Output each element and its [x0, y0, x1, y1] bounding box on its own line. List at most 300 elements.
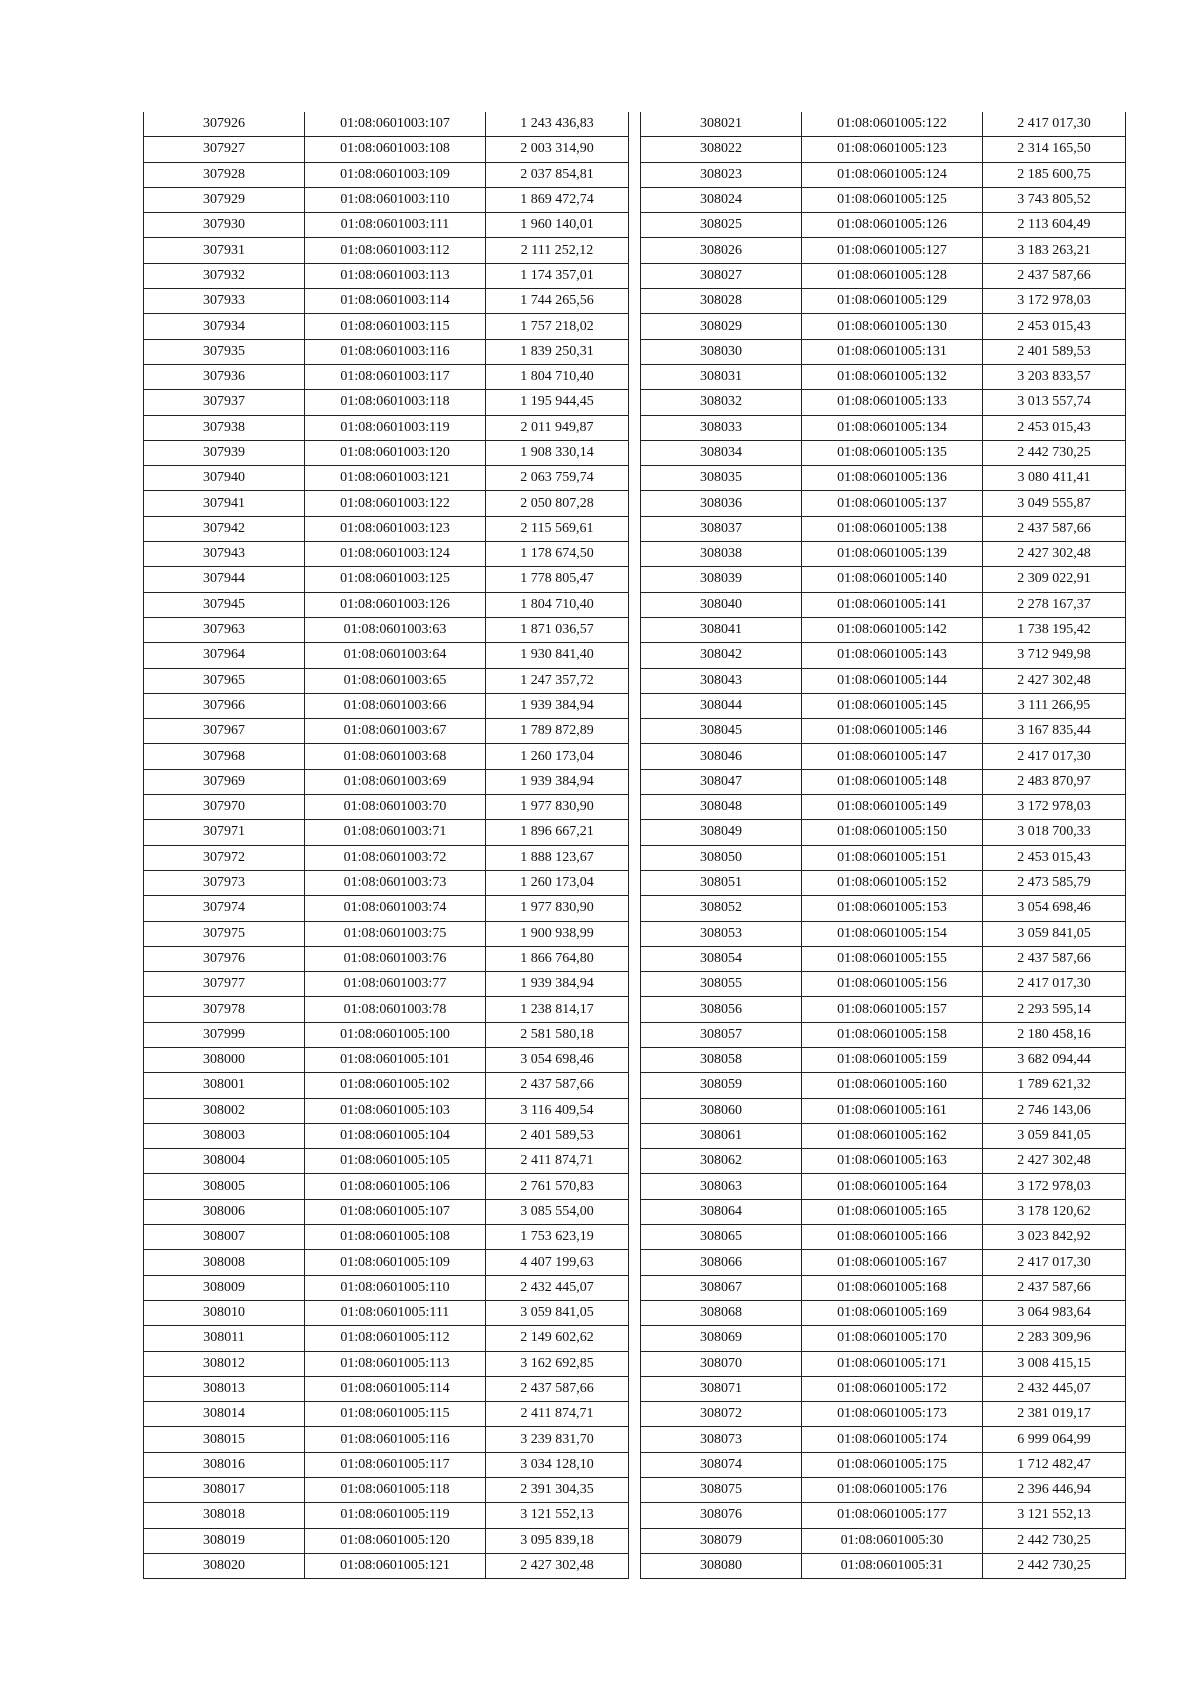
cadastral-number: 01:08:0601003:67	[305, 719, 486, 744]
cadastral-number: 01:08:0601005:121	[305, 1553, 486, 1578]
table-row	[641, 769, 1126, 794]
cadastral-table-right	[640, 112, 1126, 1579]
row-number: 308036	[641, 491, 802, 516]
cadastral-value: 1 753 623,19	[486, 1225, 629, 1250]
table-row	[144, 1427, 629, 1452]
cadastral-number: 01:08:0601005:159	[802, 1047, 983, 1072]
row-number: 307945	[144, 592, 305, 617]
row-number: 308018	[144, 1503, 305, 1528]
row-number: 308023	[641, 162, 802, 187]
cadastral-value: 1 839 250,31	[486, 339, 629, 364]
row-number: 308012	[144, 1351, 305, 1376]
table-row	[641, 997, 1126, 1022]
cadastral-number: 01:08:0601005:127	[802, 238, 983, 263]
cadastral-number: 01:08:0601005:128	[802, 263, 983, 288]
cadastral-value: 2 432 445,07	[983, 1376, 1126, 1401]
table-row	[144, 820, 629, 845]
cadastral-number: 01:08:0601005:143	[802, 643, 983, 668]
cadastral-value: 1 900 938,99	[486, 921, 629, 946]
cadastral-value: 1 778 805,47	[486, 567, 629, 592]
cadastral-number: 01:08:0601005:106	[305, 1174, 486, 1199]
table-row	[144, 390, 629, 415]
table-row	[144, 1478, 629, 1503]
row-number: 308005	[144, 1174, 305, 1199]
cadastral-value: 2 185 600,75	[983, 162, 1126, 187]
cadastral-number: 01:08:0601005:107	[305, 1199, 486, 1224]
cadastral-value: 3 121 552,13	[486, 1503, 629, 1528]
cadastral-value: 3 049 555,87	[983, 491, 1126, 516]
cadastral-number: 01:08:0601003:111	[305, 213, 486, 238]
cadastral-value: 1 757 218,02	[486, 314, 629, 339]
row-number: 308039	[641, 567, 802, 592]
row-number: 307939	[144, 440, 305, 465]
cadastral-value: 2 442 730,25	[983, 1553, 1126, 1578]
row-number: 308022	[641, 137, 802, 162]
table-row	[641, 238, 1126, 263]
row-number: 308051	[641, 870, 802, 895]
row-number: 307926	[144, 112, 305, 137]
cadastral-number: 01:08:0601003:122	[305, 491, 486, 516]
table-row	[641, 820, 1126, 845]
table-row	[641, 719, 1126, 744]
cadastral-value: 1 804 710,40	[486, 592, 629, 617]
table-row	[144, 592, 629, 617]
cadastral-value: 2 432 445,07	[486, 1275, 629, 1300]
cadastral-number: 01:08:0601005:105	[305, 1149, 486, 1174]
cadastral-number: 01:08:0601005:120	[305, 1528, 486, 1553]
cadastral-value: 1 804 710,40	[486, 364, 629, 389]
cadastral-value: 2 437 587,66	[983, 516, 1126, 541]
row-number: 308074	[641, 1452, 802, 1477]
table-row	[641, 1225, 1126, 1250]
row-number: 308008	[144, 1250, 305, 1275]
row-number: 308009	[144, 1275, 305, 1300]
cadastral-number: 01:08:0601005:135	[802, 440, 983, 465]
row-number: 308048	[641, 795, 802, 820]
cadastral-value: 2 113 604,49	[983, 213, 1126, 238]
cadastral-number: 01:08:0601003:70	[305, 795, 486, 820]
cadastral-number: 01:08:0601005:149	[802, 795, 983, 820]
cadastral-value: 2 417 017,30	[983, 112, 1126, 137]
row-number: 308064	[641, 1199, 802, 1224]
cadastral-value: 2 453 015,43	[983, 314, 1126, 339]
cadastral-number: 01:08:0601003:78	[305, 997, 486, 1022]
table-row	[144, 643, 629, 668]
cadastral-table-left	[143, 112, 629, 1579]
cadastral-value: 3 682 094,44	[983, 1047, 1126, 1072]
table-row	[641, 466, 1126, 491]
row-number: 308024	[641, 187, 802, 212]
row-number: 308042	[641, 643, 802, 668]
table-row	[641, 1427, 1126, 1452]
cadastral-value: 2 437 587,66	[983, 946, 1126, 971]
table-row	[144, 1098, 629, 1123]
cadastral-number: 01:08:0601003:126	[305, 592, 486, 617]
table-row	[144, 213, 629, 238]
cadastral-number: 01:08:0601005:150	[802, 820, 983, 845]
cadastral-number: 01:08:0601005:104	[305, 1123, 486, 1148]
row-number: 308003	[144, 1123, 305, 1148]
cadastral-number: 01:08:0601005:129	[802, 289, 983, 314]
cadastral-number: 01:08:0601003:113	[305, 263, 486, 288]
table-row	[144, 1452, 629, 1477]
table-row	[641, 1199, 1126, 1224]
table-row	[641, 1402, 1126, 1427]
row-number: 307938	[144, 415, 305, 440]
cadastral-value: 3 034 128,10	[486, 1452, 629, 1477]
cadastral-number: 01:08:0601005:162	[802, 1123, 983, 1148]
cadastral-value: 1 939 384,94	[486, 972, 629, 997]
cadastral-number: 01:08:0601005:151	[802, 845, 983, 870]
row-number: 308075	[641, 1478, 802, 1503]
cadastral-number: 01:08:0601003:112	[305, 238, 486, 263]
row-number: 308001	[144, 1073, 305, 1098]
row-number: 308020	[144, 1553, 305, 1578]
row-number: 307975	[144, 921, 305, 946]
table-row	[641, 921, 1126, 946]
row-number: 307933	[144, 289, 305, 314]
cadastral-number: 01:08:0601003:71	[305, 820, 486, 845]
cadastral-number: 01:08:0601005:112	[305, 1326, 486, 1351]
row-number: 308037	[641, 516, 802, 541]
table-row	[144, 1225, 629, 1250]
cadastral-number: 01:08:0601005:139	[802, 542, 983, 567]
cadastral-number: 01:08:0601005:100	[305, 1022, 486, 1047]
cadastral-number: 01:08:0601005:163	[802, 1149, 983, 1174]
cadastral-value: 3 172 978,03	[983, 795, 1126, 820]
table-row	[641, 491, 1126, 516]
row-number: 307930	[144, 213, 305, 238]
cadastral-value: 1 908 330,14	[486, 440, 629, 465]
cadastral-number: 01:08:0601005:167	[802, 1250, 983, 1275]
row-number: 308021	[641, 112, 802, 137]
cadastral-number: 01:08:0601003:120	[305, 440, 486, 465]
table-row	[641, 1300, 1126, 1325]
table-row	[641, 1376, 1126, 1401]
table-row	[144, 870, 629, 895]
cadastral-value: 3 059 841,05	[486, 1300, 629, 1325]
row-number: 308016	[144, 1452, 305, 1477]
row-number: 308055	[641, 972, 802, 997]
cadastral-number: 01:08:0601005:170	[802, 1326, 983, 1351]
cadastral-value: 2 437 587,66	[983, 263, 1126, 288]
cadastral-value: 2 050 807,28	[486, 491, 629, 516]
cadastral-number: 01:08:0601003:115	[305, 314, 486, 339]
cadastral-value: 3 743 805,52	[983, 187, 1126, 212]
table-row	[144, 112, 629, 137]
row-number: 307944	[144, 567, 305, 592]
cadastral-number: 01:08:0601005:130	[802, 314, 983, 339]
cadastral-value: 2 283 309,96	[983, 1326, 1126, 1351]
row-number: 308076	[641, 1503, 802, 1528]
row-number: 307999	[144, 1022, 305, 1047]
row-number: 308034	[641, 440, 802, 465]
cadastral-number: 01:08:0601003:65	[305, 668, 486, 693]
cadastral-number: 01:08:0601003:69	[305, 769, 486, 794]
cadastral-number: 01:08:0601005:155	[802, 946, 983, 971]
cadastral-number: 01:08:0601005:114	[305, 1376, 486, 1401]
cadastral-value: 2 309 022,91	[983, 567, 1126, 592]
cadastral-value: 2 437 587,66	[486, 1073, 629, 1098]
cadastral-number: 01:08:0601005:156	[802, 972, 983, 997]
row-number: 308030	[641, 339, 802, 364]
table-row	[641, 870, 1126, 895]
row-number: 307978	[144, 997, 305, 1022]
row-number: 307965	[144, 668, 305, 693]
cadastral-number: 01:08:0601005:31	[802, 1553, 983, 1578]
row-number: 308052	[641, 896, 802, 921]
cadastral-value: 2 149 602,62	[486, 1326, 629, 1351]
table-row	[144, 542, 629, 567]
table-row	[144, 896, 629, 921]
row-number: 308057	[641, 1022, 802, 1047]
row-number: 308013	[144, 1376, 305, 1401]
cadastral-value: 2 278 167,37	[983, 592, 1126, 617]
cadastral-number: 01:08:0601005:152	[802, 870, 983, 895]
table-row	[144, 972, 629, 997]
cadastral-value: 2 003 314,90	[486, 137, 629, 162]
table-row	[641, 1452, 1126, 1477]
cadastral-number: 01:08:0601003:73	[305, 870, 486, 895]
cadastral-value: 1 869 472,74	[486, 187, 629, 212]
table-row	[641, 390, 1126, 415]
cadastral-number: 01:08:0601005:137	[802, 491, 983, 516]
row-number: 308065	[641, 1225, 802, 1250]
table-row	[641, 1022, 1126, 1047]
cadastral-value: 3 054 698,46	[486, 1047, 629, 1072]
row-number: 308059	[641, 1073, 802, 1098]
table-row	[144, 1073, 629, 1098]
cadastral-value: 4 407 199,63	[486, 1250, 629, 1275]
row-number: 307937	[144, 390, 305, 415]
cadastral-number: 01:08:0601005:110	[305, 1275, 486, 1300]
cadastral-value: 3 054 698,46	[983, 896, 1126, 921]
table-row	[144, 1275, 629, 1300]
cadastral-value: 3 023 842,92	[983, 1225, 1126, 1250]
cadastral-value: 3 013 557,74	[983, 390, 1126, 415]
row-number: 307967	[144, 719, 305, 744]
cadastral-value: 2 417 017,30	[983, 744, 1126, 769]
cadastral-number: 01:08:0601005:119	[305, 1503, 486, 1528]
cadastral-number: 01:08:0601005:164	[802, 1174, 983, 1199]
row-number: 307976	[144, 946, 305, 971]
table-row	[641, 567, 1126, 592]
cadastral-value: 3 121 552,13	[983, 1503, 1126, 1528]
row-number: 308062	[641, 1149, 802, 1174]
cadastral-value: 3 059 841,05	[983, 921, 1126, 946]
row-number: 308000	[144, 1047, 305, 1072]
cadastral-number: 01:08:0601005:111	[305, 1300, 486, 1325]
cadastral-number: 01:08:0601003:109	[305, 162, 486, 187]
table-row	[641, 440, 1126, 465]
cadastral-value: 2 391 304,35	[486, 1478, 629, 1503]
cadastral-value: 2 437 587,66	[983, 1275, 1126, 1300]
cadastral-value: 3 167 835,44	[983, 719, 1126, 744]
table-row	[641, 1098, 1126, 1123]
row-number: 308015	[144, 1427, 305, 1452]
cadastral-number: 01:08:0601005:132	[802, 364, 983, 389]
row-number: 307940	[144, 466, 305, 491]
cadastral-value: 3 183 263,21	[983, 238, 1126, 263]
table-row	[144, 1503, 629, 1528]
row-number: 307973	[144, 870, 305, 895]
cadastral-value: 2 417 017,30	[983, 972, 1126, 997]
row-number: 307969	[144, 769, 305, 794]
cadastral-value: 3 080 411,41	[983, 466, 1126, 491]
table-row	[144, 946, 629, 971]
row-number: 308031	[641, 364, 802, 389]
cadastral-value: 1 871 036,57	[486, 617, 629, 642]
table-row	[641, 896, 1126, 921]
cadastral-number: 01:08:0601005:161	[802, 1098, 983, 1123]
table-row	[144, 1199, 629, 1224]
cadastral-number: 01:08:0601003:77	[305, 972, 486, 997]
cadastral-value: 2 037 854,81	[486, 162, 629, 187]
cadastral-number: 01:08:0601005:166	[802, 1225, 983, 1250]
row-number: 308060	[641, 1098, 802, 1123]
cadastral-value: 2 581 580,18	[486, 1022, 629, 1047]
cadastral-number: 01:08:0601003:125	[305, 567, 486, 592]
cadastral-number: 01:08:0601005:117	[305, 1452, 486, 1477]
row-number: 308029	[641, 314, 802, 339]
table-row	[641, 1073, 1126, 1098]
table-row	[641, 1503, 1126, 1528]
table-row	[144, 491, 629, 516]
cadastral-value: 2 411 874,71	[486, 1402, 629, 1427]
cadastral-value: 2 453 015,43	[983, 415, 1126, 440]
cadastral-value: 2 401 589,53	[983, 339, 1126, 364]
table-row	[144, 1376, 629, 1401]
cadastral-value: 1 939 384,94	[486, 693, 629, 718]
cadastral-number: 01:08:0601003:110	[305, 187, 486, 212]
table-row	[144, 1402, 629, 1427]
table-row	[641, 845, 1126, 870]
cadastral-number: 01:08:0601003:74	[305, 896, 486, 921]
cadastral-value: 1 243 436,83	[486, 112, 629, 137]
cadastral-number: 01:08:0601003:66	[305, 693, 486, 718]
cadastral-number: 01:08:0601003:121	[305, 466, 486, 491]
table-row	[144, 137, 629, 162]
cadastral-value: 3 018 700,33	[983, 820, 1126, 845]
cadastral-value: 1 977 830,90	[486, 795, 629, 820]
row-number: 308026	[641, 238, 802, 263]
row-number: 308049	[641, 820, 802, 845]
table-row	[641, 1123, 1126, 1148]
row-number: 308061	[641, 1123, 802, 1148]
table-row	[144, 1022, 629, 1047]
cadastral-value: 3 239 831,70	[486, 1427, 629, 1452]
row-number: 308027	[641, 263, 802, 288]
cadastral-number: 01:08:0601003:119	[305, 415, 486, 440]
table-row	[144, 1174, 629, 1199]
cadastral-value: 3 064 983,64	[983, 1300, 1126, 1325]
cadastral-number: 01:08:0601005:169	[802, 1300, 983, 1325]
table-row	[144, 997, 629, 1022]
table-row	[641, 542, 1126, 567]
cadastral-value: 1 888 123,67	[486, 845, 629, 870]
row-number: 307971	[144, 820, 305, 845]
cadastral-number: 01:08:0601003:76	[305, 946, 486, 971]
cadastral-value: 1 977 830,90	[486, 896, 629, 921]
table-row	[144, 364, 629, 389]
cadastral-number: 01:08:0601005:173	[802, 1402, 983, 1427]
row-number: 308068	[641, 1300, 802, 1325]
table-row	[144, 719, 629, 744]
cadastral-number: 01:08:0601005:148	[802, 769, 983, 794]
table-row	[144, 567, 629, 592]
table-row	[144, 744, 629, 769]
cadastral-number: 01:08:0601005:138	[802, 516, 983, 541]
table-row	[144, 1250, 629, 1275]
table-row	[144, 1123, 629, 1148]
table-row	[641, 1326, 1126, 1351]
cadastral-value: 3 172 978,03	[983, 1174, 1126, 1199]
cadastral-number: 01:08:0601005:123	[802, 137, 983, 162]
table-row	[641, 162, 1126, 187]
table-row	[144, 440, 629, 465]
cadastral-value: 2 314 165,50	[983, 137, 1126, 162]
row-number: 308066	[641, 1250, 802, 1275]
cadastral-value: 1 866 764,80	[486, 946, 629, 971]
row-number: 308079	[641, 1528, 802, 1553]
table-row	[144, 314, 629, 339]
cadastral-value: 3 111 266,95	[983, 693, 1126, 718]
cadastral-number: 01:08:0601003:117	[305, 364, 486, 389]
cadastral-value: 1 789 621,32	[983, 1073, 1126, 1098]
row-number: 308053	[641, 921, 802, 946]
row-number: 308038	[641, 542, 802, 567]
cadastral-number: 01:08:0601005:122	[802, 112, 983, 137]
cadastral-number: 01:08:0601003:75	[305, 921, 486, 946]
table-row	[641, 213, 1126, 238]
cadastral-value: 1 744 265,56	[486, 289, 629, 314]
cadastral-value: 2 063 759,74	[486, 466, 629, 491]
table-row	[144, 1326, 629, 1351]
table-row	[641, 617, 1126, 642]
table-body-right	[641, 112, 1126, 1579]
table-row	[144, 339, 629, 364]
cadastral-number: 01:08:0601005:174	[802, 1427, 983, 1452]
row-number: 308045	[641, 719, 802, 744]
cadastral-number: 01:08:0601005:102	[305, 1073, 486, 1098]
cadastral-number: 01:08:0601003:108	[305, 137, 486, 162]
cadastral-value: 3 008 415,15	[983, 1351, 1126, 1376]
table-row	[641, 1250, 1126, 1275]
table-row	[144, 1149, 629, 1174]
table-row	[144, 162, 629, 187]
cadastral-value: 3 085 554,00	[486, 1199, 629, 1224]
row-number: 308040	[641, 592, 802, 617]
table-row	[641, 187, 1126, 212]
row-number: 308056	[641, 997, 802, 1022]
cadastral-value: 3 712 949,98	[983, 643, 1126, 668]
cadastral-number: 01:08:0601005:153	[802, 896, 983, 921]
table-row	[641, 339, 1126, 364]
table-row	[641, 1528, 1126, 1553]
table-row	[641, 263, 1126, 288]
row-number: 307936	[144, 364, 305, 389]
row-number: 307929	[144, 187, 305, 212]
cadastral-value: 2 427 302,48	[486, 1553, 629, 1578]
cadastral-number: 01:08:0601005:144	[802, 668, 983, 693]
row-number: 307964	[144, 643, 305, 668]
row-number: 308002	[144, 1098, 305, 1123]
table-row	[144, 289, 629, 314]
cadastral-value: 2 442 730,25	[983, 440, 1126, 465]
table-row	[144, 1553, 629, 1578]
cadastral-number: 01:08:0601003:63	[305, 617, 486, 642]
cadastral-value: 2 411 874,71	[486, 1149, 629, 1174]
